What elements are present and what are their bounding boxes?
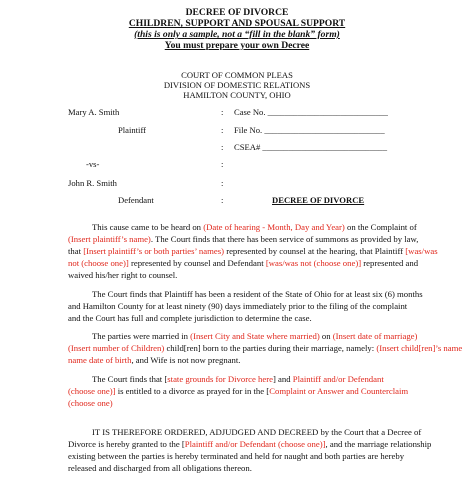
defendant-name: John R. Smith xyxy=(68,178,117,188)
caption-colon: : xyxy=(221,159,224,169)
paragraph-grounds-line: (choose one) xyxy=(68,398,113,408)
paragraph-residency-line: and the Court has full and complete jurisdiction to determine the case. xyxy=(68,313,312,323)
document-title: DECREE OF DIVORCE xyxy=(185,7,289,18)
sample-disclaimer: (this is only a sample, not a “fill in the blank” form) xyxy=(134,29,340,40)
paragraph-residency-line: The Court finds that Plaintiff has been a resident of the State of Ohio for at least six (6) months xyxy=(92,289,423,299)
defendant-label: Defendant xyxy=(118,195,154,205)
paragraph-hearing-line: that [Insert plaintiff’s or both parties’ names) represented by counsel at the hearing, that Plaintiff [was/was xyxy=(68,246,438,256)
caption-colon: : xyxy=(221,195,224,205)
csea-number-field: CSEA# _____________________________ xyxy=(234,142,388,152)
paragraph-order-line: existing between the parties is hereby terminated and held for naught and both parties are hereby xyxy=(68,451,405,461)
paragraph-grounds-line: The Court finds that [state grounds for Divorce here] and Plaintiff and/or Defendant xyxy=(92,374,384,384)
paragraph-hearing-line: (Insert plaintiff’s name). The Court finds that there has been service of summons as provided by law, xyxy=(68,234,419,244)
plaintiff-label: Plaintiff xyxy=(118,125,147,135)
paragraph-residency-line: and Hamilton County for at least ninety (90) days immediately prior to the filing of the complaint xyxy=(68,301,408,311)
caption-colon: : xyxy=(221,142,224,152)
document-subtitle: CHILDREN, SUPPORT AND SPOUSAL SUPPORT xyxy=(128,18,346,29)
versus-label: -vs- xyxy=(86,159,100,169)
paragraph-order-line: IT IS THEREFORE ORDERED, ADJUDGED AND DECREED by the Court that a Decree of xyxy=(92,427,422,437)
paragraph-marriage-line: The parties were married in (Insert City and State where married) on (Insert date of marriage) xyxy=(92,331,418,341)
court-division: DIVISION OF DOMESTIC RELATIONS xyxy=(163,80,311,90)
caption-colon: : xyxy=(221,178,224,188)
caption-colon: : xyxy=(221,125,224,135)
case-number-field: Case No. ____________________________ xyxy=(234,107,388,117)
file-number-field: File No. ____________________________ xyxy=(234,125,385,135)
paragraph-hearing-line: not (choose one)] represented by counsel and Defendant [was/was not (choose one)] represented and xyxy=(68,258,419,268)
plaintiff-name: Mary A. Smith xyxy=(68,107,120,117)
paragraph-order-line: Divorce is hereby granted to the [Plaintiff and/or Defendant (choose one)], and the marriage relationship xyxy=(68,439,432,449)
paragraph-marriage-line: (Insert number of Children) child[ren] born to the parties during their marriage, namely: (Insert child[ren]’s name xyxy=(68,343,463,353)
paragraph-marriage-line: name date of birth, and Wife is not now pregnant. xyxy=(68,355,241,365)
paragraph-order-line: released and discharged from all obligations thereon. xyxy=(68,463,252,473)
paragraph-grounds-line: (choose one)] is entitled to a divorce as prayed for in the [Complaint or Answer and Counterclaim xyxy=(68,386,409,396)
caption-colon: : xyxy=(221,107,224,117)
paragraph-hearing-line: This cause came to be heard on (Date of hearing - Month, Day and Year) on the Complaint of xyxy=(92,222,417,232)
decree-heading: DECREE OF DIVORCE xyxy=(272,195,365,205)
court-county: HAMILTON COUNTY, OHIO xyxy=(183,90,291,100)
court-name: COURT OF COMMON PLEAS xyxy=(181,70,293,80)
paragraph-hearing-line: waived his/her right to counsel. xyxy=(68,270,178,280)
prepare-notice: You must prepare your own Decree xyxy=(164,40,310,51)
